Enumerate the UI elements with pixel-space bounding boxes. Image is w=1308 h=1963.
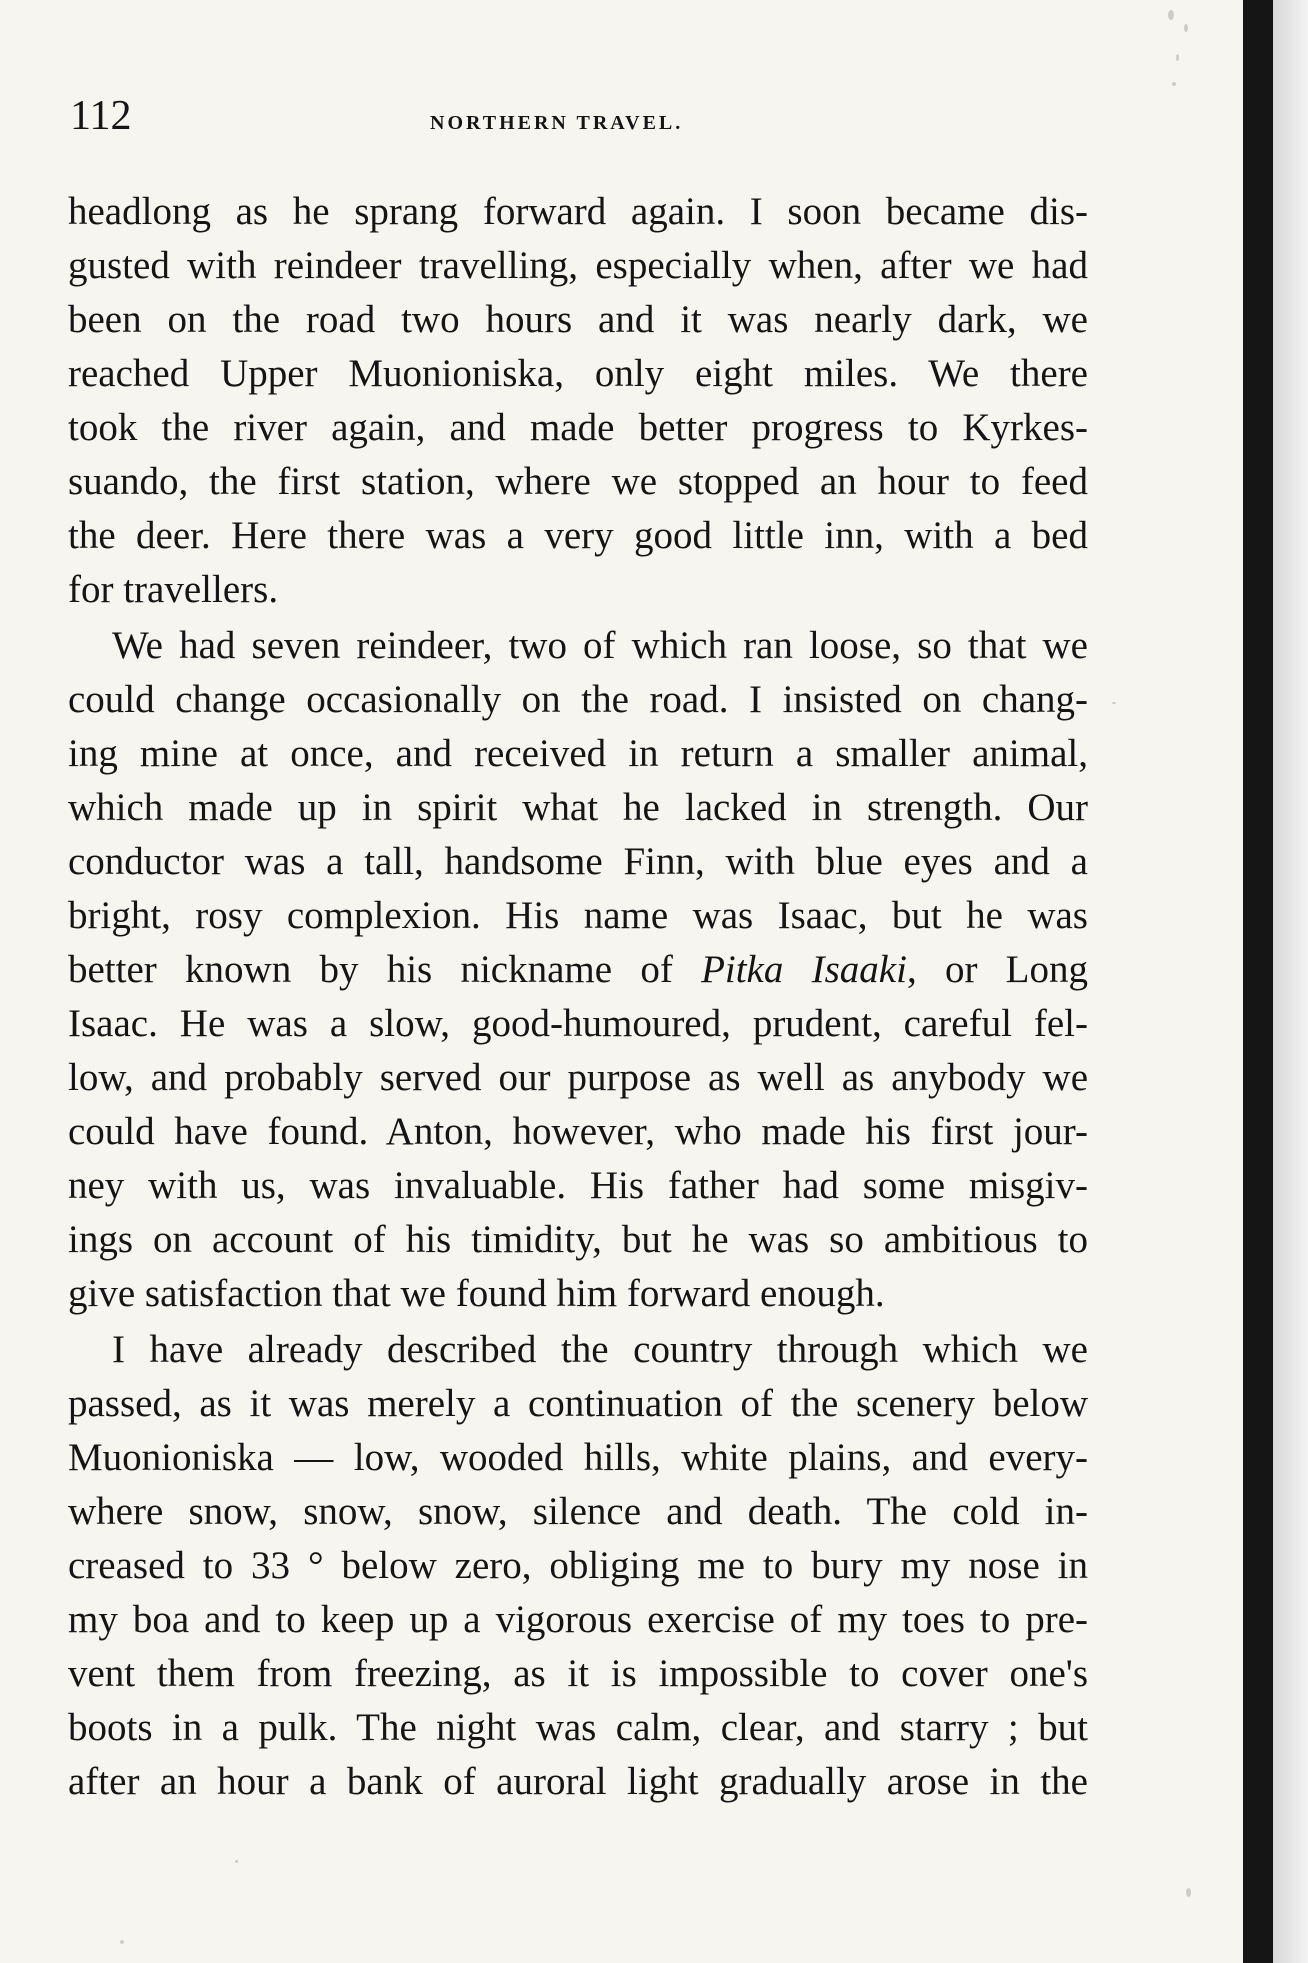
text-line: gusted with reindeer travelling, especially when, after we had [68, 244, 1088, 287]
running-head: NORTHERN TRAVEL. [430, 112, 684, 134]
paper-speckle [120, 1940, 124, 1944]
text-line: my boa and to keep up a vigorous exercise of my toes to pre- [68, 1598, 1088, 1641]
paper-speckle [235, 1860, 238, 1863]
text-line: suando, the first station, where we stopped an hour to feed [68, 460, 1088, 503]
text-line: bright, rosy complexion. His name was Isaac, but he was [68, 894, 1088, 937]
text-line: passed, as it was merely a continuation of the scenery below [68, 1382, 1088, 1425]
text-line: give satisfaction that we found him forward enough. [68, 1272, 885, 1315]
paper-speckle [1112, 702, 1116, 704]
text-line: could have found. Anton, however, who made his first jour- [68, 1110, 1088, 1153]
text-line: headlong as he sprang forward again. I soon became dis- [68, 190, 1088, 233]
text-line: vent them from freezing, as it is impossible to cover one's [68, 1652, 1088, 1695]
paragraph-2 [68, 619, 1088, 1321]
paper-speckle [1186, 1888, 1191, 1897]
text-line: ings on account of his timidity, but he was so ambitious to [68, 1218, 1088, 1261]
paper-speckle [1168, 10, 1174, 20]
text-line: ney with us, was invaluable. His father had some misgiv- [68, 1164, 1088, 1207]
text-line: creased to 33 ° below zero, obliging me to bury my nose in [68, 1544, 1088, 1587]
text-line: Muonioniska — low, wooded hills, white plains, and every- [68, 1436, 1088, 1479]
text-line: Isaac. He was a slow, good-humoured, prudent, careful fel- [68, 1002, 1088, 1045]
text-line: boots in a pulk. The night was calm, clear, and starry ; but [68, 1706, 1088, 1749]
text-line: I have already described the country through which we [112, 1328, 1088, 1371]
italic-nickname: Pitka Isaaki [701, 948, 907, 991]
text-segment: , or Long [906, 948, 1089, 991]
text-line: the deer. Here there was a very good little inn, with a bed [68, 514, 1088, 557]
text-line: been on the road two hours and it was nearly dark, we [68, 298, 1088, 341]
text-line: after an hour a bank of auroral light gradually arose in the [68, 1760, 1088, 1803]
scan-binding-edge [1243, 0, 1273, 1963]
text-line: conductor was a tall, handsome Finn, with blue eyes and a [68, 840, 1088, 883]
text-line: for travellers. [68, 568, 279, 611]
paragraph-1 [68, 185, 1088, 617]
page-header [70, 95, 1140, 155]
text-line: reached Upper Muonioniska, only eight miles. We there [68, 352, 1088, 395]
text-line-with-italic [68, 943, 1088, 997]
paper-speckle [1184, 24, 1188, 32]
text-line: where snow, snow, snow, silence and death. The cold in- [68, 1490, 1088, 1533]
page-number: 112 [70, 93, 132, 139]
text-line: which made up in spirit what he lacked in strength. Our [68, 786, 1088, 829]
text-line: took the river again, and made better progress to Kyrkes- [68, 406, 1088, 449]
page-body [68, 185, 1088, 1809]
text-line: low, and probably served our purpose as well as anybody we [68, 1056, 1088, 1099]
text-line: could change occasionally on the road. I insisted on chang- [68, 678, 1088, 721]
paper-speckle [1172, 82, 1176, 86]
text-segment: better known by his nickname of [68, 948, 702, 991]
text-line: We had seven reindeer, two of which ran loose, so that we [112, 624, 1088, 667]
paper-speckle [1176, 54, 1179, 61]
scan-margin-fade [1273, 0, 1308, 1963]
text-line: ing mine at once, and received in return a smaller animal, [68, 732, 1088, 775]
paragraph-3 [68, 1323, 1088, 1809]
